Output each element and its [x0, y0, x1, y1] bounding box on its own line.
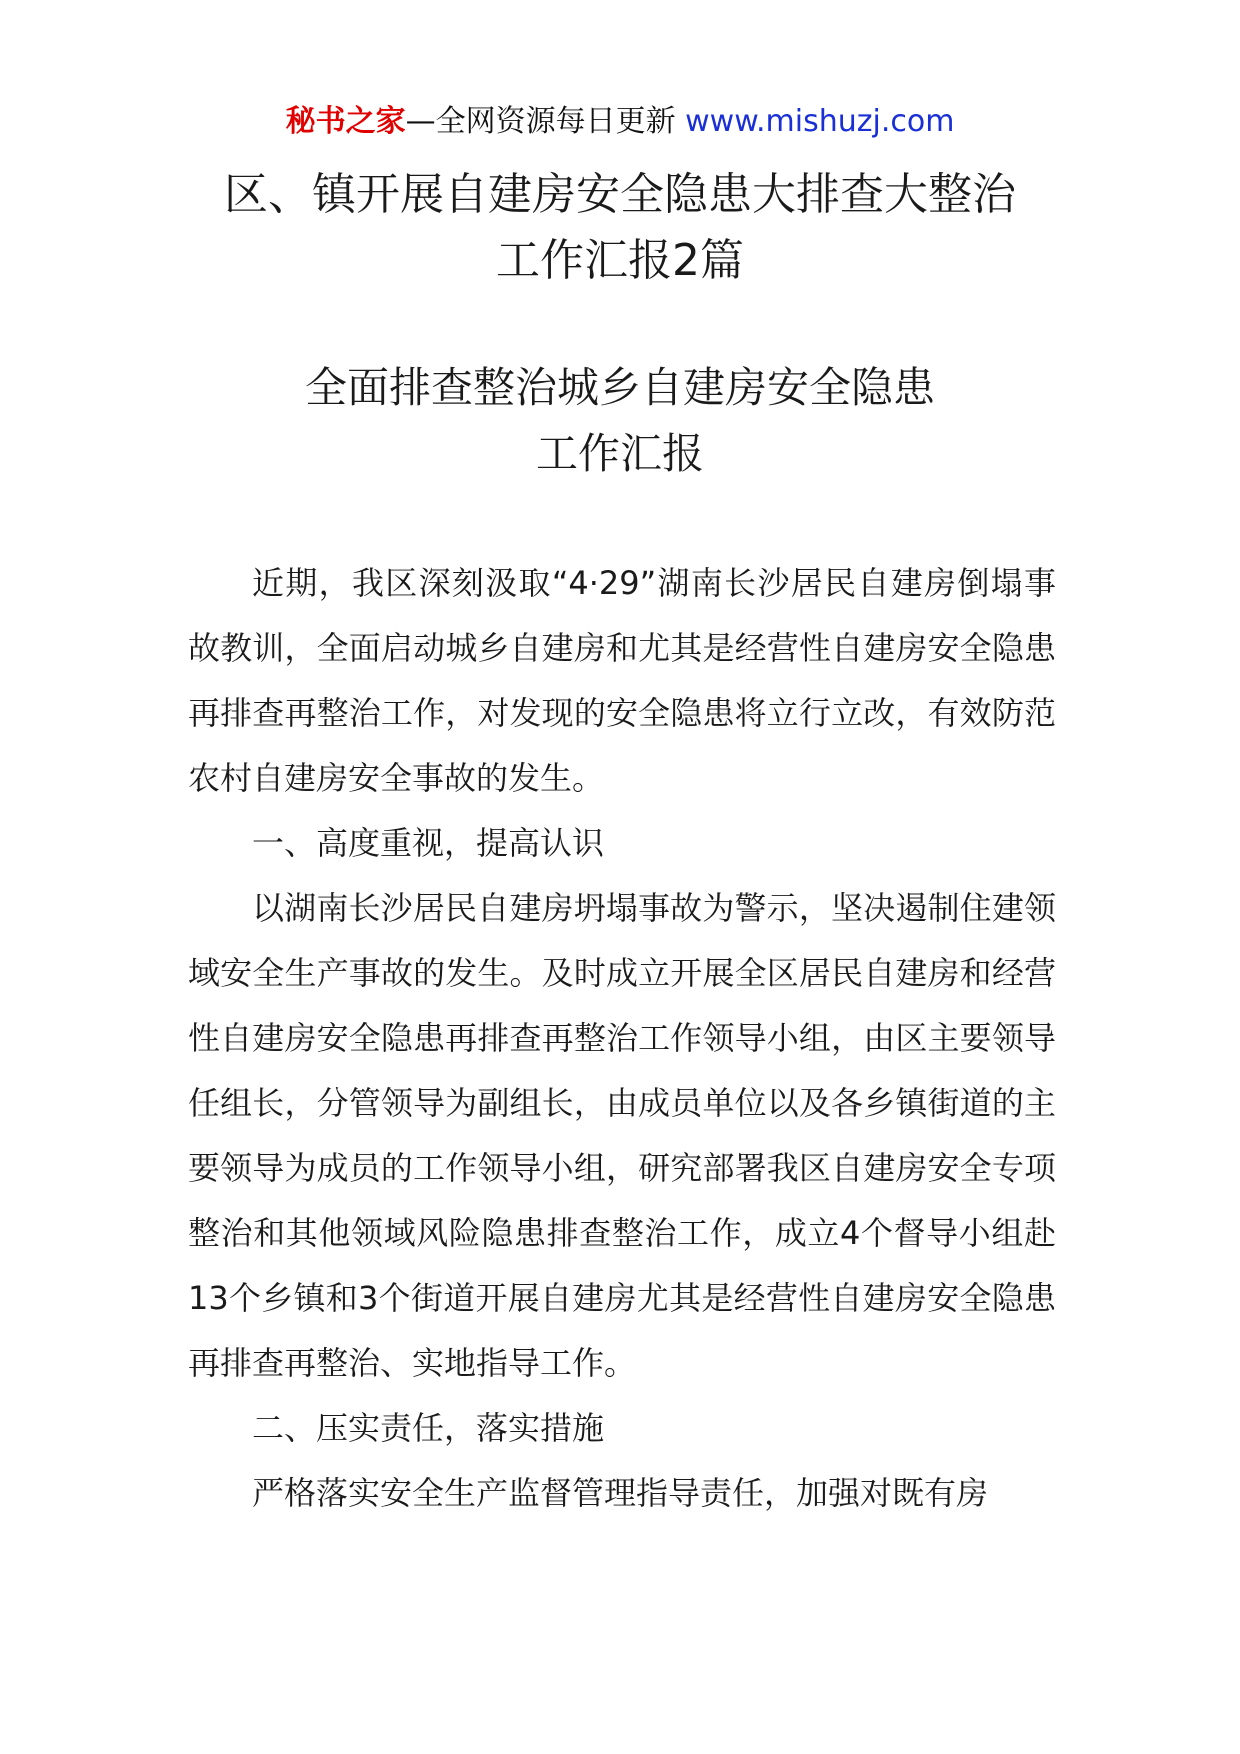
document-title	[0, 162, 1240, 294]
section-title-line-2: 工作汇报	[535, 429, 704, 478]
banner-brand: 秘书之家	[285, 104, 406, 139]
document-title-line-1: 区、镇开展自建房安全隐患大排查大整治	[224, 169, 1016, 220]
heading-section-1: 一、高度重视，提高认识	[252, 824, 605, 862]
banner-url-link[interactable]: www.mishuzj.com	[685, 104, 955, 139]
heading-section-2: 二、压实责任，落实措施	[252, 1409, 605, 1447]
paragraph-section-1: 以湖南长沙居民自建房坍塌事故为警示，坚决遏制住建领域安全生产事故的发生。及时成立开展全区居民自建房和经营性自建房安全隐患再排查再整治工作领导小组，由区主要领导任组长，分管领导为副组长，由成员单位以及各乡镇街道的主要领导为成员的工作领导小组，研究部署我区自建房安全专项整治和其他领域风险隐患排查整治工作，成立4个督导小组赴13个乡镇和3个街道开展自建房尤其是经营性自建房安全隐患再排查再整治、实地指导工作。	[188, 889, 1056, 1382]
banner-slogan: —全网资源每日更新	[405, 104, 686, 139]
section-title-line-1: 全面排查整治城乡自建房安全隐患	[304, 363, 935, 412]
paragraph-section-2: 严格落实安全生产监督管理指导责任，加强对既有房	[252, 1474, 989, 1512]
document-title-line-2: 工作汇报2篇	[496, 235, 744, 286]
body-text	[188, 551, 1056, 1526]
section-title	[0, 355, 1240, 487]
paragraph-intro: 近期，我区深刻汲取“4·29”湖南长沙居民自建房倒塌事故教训，全面启动城乡自建房和尤其是经营性自建房安全隐患再排查再整治工作，对发现的安全隐患将立行立改，有效防范农村自建房安全事故的发生。	[188, 564, 1056, 797]
site-banner	[0, 102, 1240, 142]
